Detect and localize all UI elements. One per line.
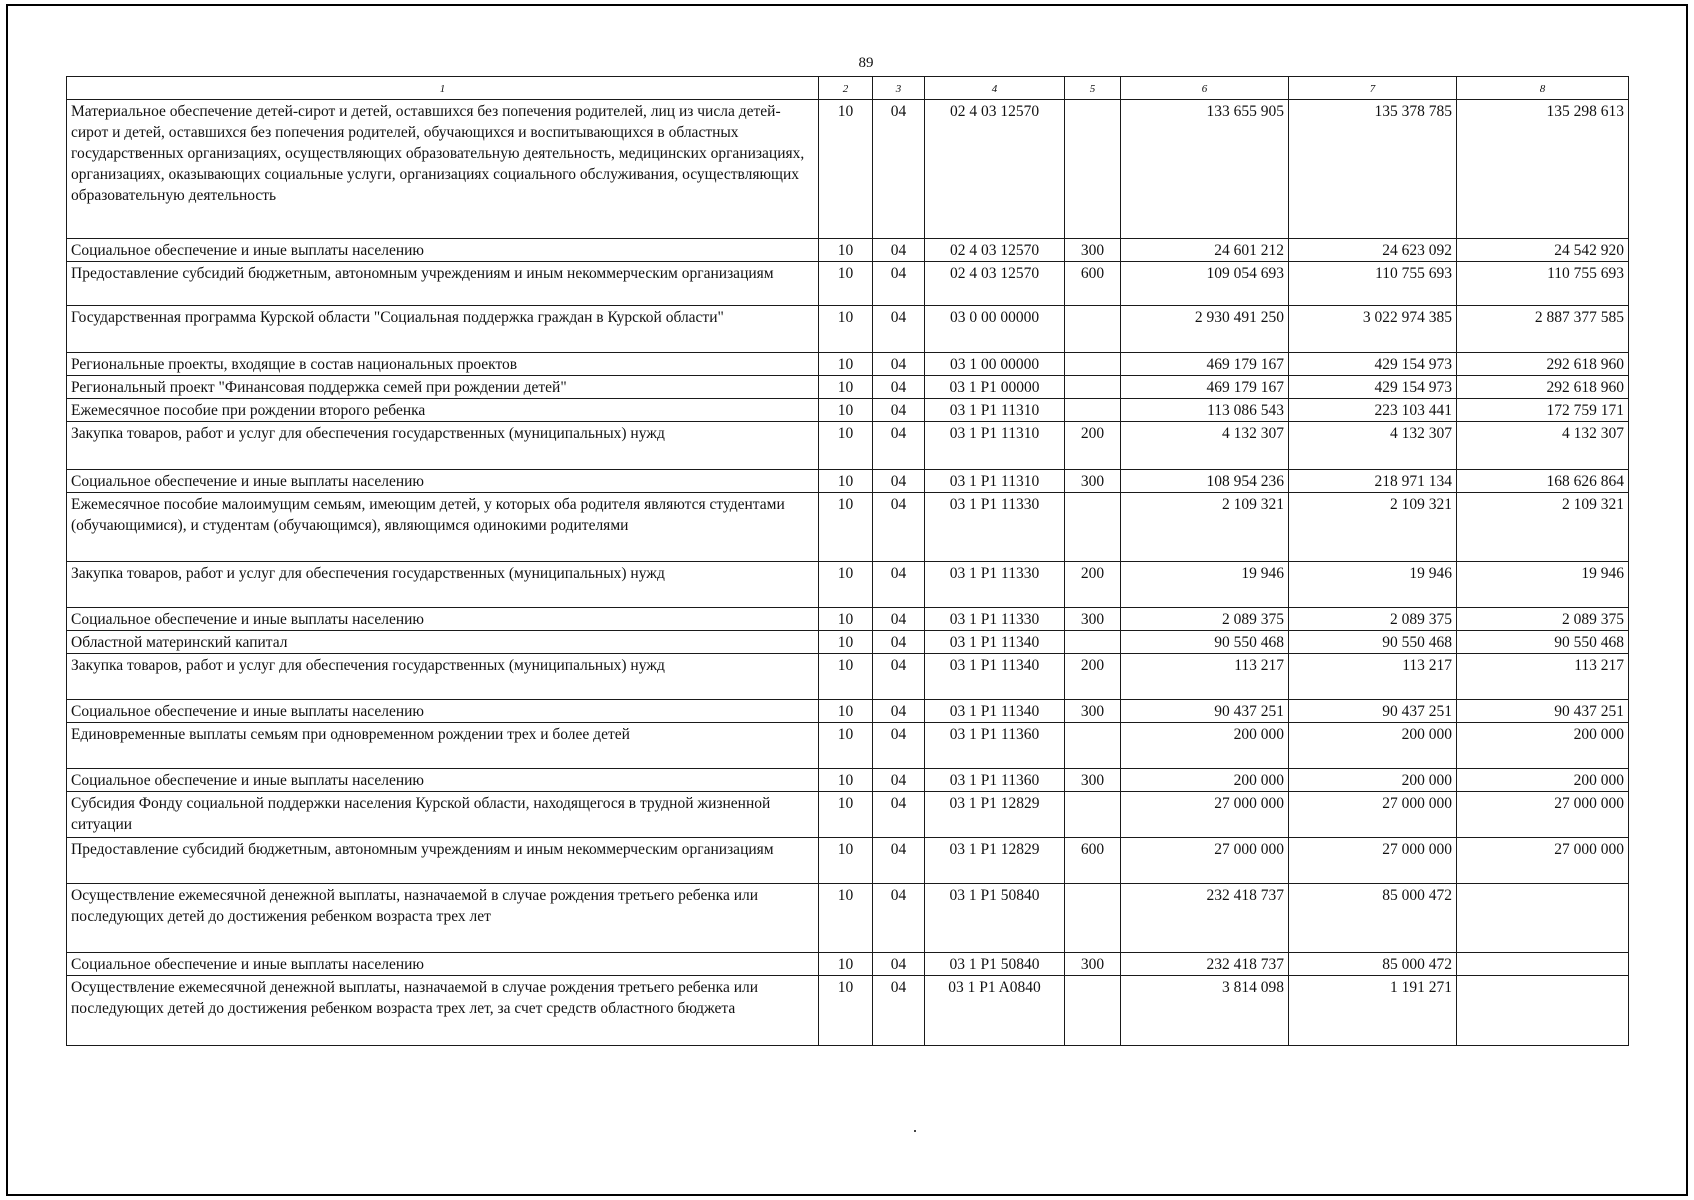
target-article-code: 03 1 P1 00000: [925, 376, 1065, 399]
section-code: 10: [819, 953, 873, 976]
amount-col-8: 27 000 000: [1457, 792, 1629, 838]
expense-type-code: 300: [1065, 470, 1121, 493]
section-code: 10: [819, 470, 873, 493]
table-row: [67, 422, 1629, 470]
amount-col-6: 109 054 693: [1121, 262, 1289, 306]
amount-col-7: 27 000 000: [1289, 838, 1457, 884]
amount-col-7: 90 550 468: [1289, 631, 1457, 654]
subsection-code: 04: [873, 376, 925, 399]
subsection-code: 04: [873, 792, 925, 838]
column-header-6: 6: [1121, 77, 1289, 100]
table-row: [67, 239, 1629, 262]
section-code: 10: [819, 723, 873, 769]
amount-col-7: 24 623 092: [1289, 239, 1457, 262]
column-header-8: 8: [1457, 77, 1629, 100]
expense-type-code: [1065, 376, 1121, 399]
target-article-code: 02 4 03 12570: [925, 262, 1065, 306]
subsection-code: 04: [873, 608, 925, 631]
amount-col-8: 2 109 321: [1457, 493, 1629, 562]
amount-col-6: 113 217: [1121, 654, 1289, 700]
row-name: Государственная программа Курской области "Социальная поддержка граждан в Курской области": [67, 306, 819, 353]
amount-col-7: 200 000: [1289, 723, 1457, 769]
target-article-code: 03 1 P1 12829: [925, 792, 1065, 838]
table-row: [67, 884, 1629, 953]
expense-type-code: [1065, 976, 1121, 1046]
table-row: [67, 769, 1629, 792]
amount-col-8: 2 887 377 585: [1457, 306, 1629, 353]
table-row: [67, 399, 1629, 422]
column-header-3: 3: [873, 77, 925, 100]
expense-type-code: [1065, 631, 1121, 654]
section-code: 10: [819, 376, 873, 399]
amount-col-6: 108 954 236: [1121, 470, 1289, 493]
amount-col-7: 4 132 307: [1289, 422, 1457, 470]
table-row: [67, 100, 1629, 239]
expense-type-code: 300: [1065, 769, 1121, 792]
subsection-code: 04: [873, 100, 925, 239]
subsection-code: 04: [873, 306, 925, 353]
expense-type-code: 200: [1065, 562, 1121, 608]
amount-col-6: 2 930 491 250: [1121, 306, 1289, 353]
subsection-code: 04: [873, 470, 925, 493]
target-article-code: 03 1 P1 11330: [925, 608, 1065, 631]
table-row: [67, 608, 1629, 631]
amount-col-7: 110 755 693: [1289, 262, 1457, 306]
subsection-code: 04: [873, 631, 925, 654]
amount-col-8: [1457, 953, 1629, 976]
row-name: Предоставление субсидий бюджетным, автономным учреждениям и иным некоммерческим организациям: [67, 262, 819, 306]
subsection-code: 04: [873, 562, 925, 608]
page-number: 89: [858, 55, 874, 71]
amount-col-8: 110 755 693: [1457, 262, 1629, 306]
amount-col-8: 292 618 960: [1457, 376, 1629, 399]
expense-type-code: 300: [1065, 953, 1121, 976]
subsection-code: 04: [873, 422, 925, 470]
amount-col-7: 200 000: [1289, 769, 1457, 792]
amount-col-8: 4 132 307: [1457, 422, 1629, 470]
subsection-code: 04: [873, 353, 925, 376]
row-name: Закупка товаров, работ и услуг для обеспечения государственных (муниципальных) нужд: [67, 422, 819, 470]
row-name: Социальное обеспечение и иные выплаты населению: [67, 239, 819, 262]
row-name: Закупка товаров, работ и услуг для обеспечения государственных (муниципальных) нужд: [67, 562, 819, 608]
table-row: [67, 654, 1629, 700]
target-article-code: 03 1 P1 11330: [925, 493, 1065, 562]
table-row: [67, 353, 1629, 376]
amount-col-6: 90 437 251: [1121, 700, 1289, 723]
expense-type-code: [1065, 306, 1121, 353]
amount-col-6: 2 089 375: [1121, 608, 1289, 631]
row-name: Закупка товаров, работ и услуг для обеспечения государственных (муниципальных) нужд: [67, 654, 819, 700]
amount-col-7: 1 191 271: [1289, 976, 1457, 1046]
section-code: 10: [819, 262, 873, 306]
table-row: [67, 306, 1629, 353]
table-row: [67, 562, 1629, 608]
target-article-code: 03 1 P1 11310: [925, 422, 1065, 470]
target-article-code: 02 4 03 12570: [925, 239, 1065, 262]
row-name: Ежемесячное пособие при рождении второго ребенка: [67, 399, 819, 422]
amount-col-8: 292 618 960: [1457, 353, 1629, 376]
expense-type-code: 300: [1065, 608, 1121, 631]
amount-col-7: 19 946: [1289, 562, 1457, 608]
amount-col-7: 113 217: [1289, 654, 1457, 700]
column-header-7: 7: [1289, 77, 1457, 100]
amount-col-7: 27 000 000: [1289, 792, 1457, 838]
amount-col-7: 85 000 472: [1289, 884, 1457, 953]
target-article-code: 03 1 P1 11340: [925, 631, 1065, 654]
amount-col-8: 2 089 375: [1457, 608, 1629, 631]
amount-col-6: 27 000 000: [1121, 838, 1289, 884]
expense-type-code: [1065, 884, 1121, 953]
amount-col-6: 24 601 212: [1121, 239, 1289, 262]
section-code: 10: [819, 838, 873, 884]
subsection-code: 04: [873, 493, 925, 562]
subsection-code: 04: [873, 654, 925, 700]
row-name: Региональный проект "Финансовая поддержка семей при рождении детей": [67, 376, 819, 399]
section-code: 10: [819, 884, 873, 953]
section-code: 10: [819, 493, 873, 562]
expense-type-code: [1065, 792, 1121, 838]
amount-col-7: 2 089 375: [1289, 608, 1457, 631]
amount-col-8: 90 550 468: [1457, 631, 1629, 654]
table-row: [67, 723, 1629, 769]
amount-col-8: 113 217: [1457, 654, 1629, 700]
row-name: Региональные проекты, входящие в состав национальных проектов: [67, 353, 819, 376]
expense-type-code: [1065, 353, 1121, 376]
amount-col-8: 27 000 000: [1457, 838, 1629, 884]
amount-col-8: 90 437 251: [1457, 700, 1629, 723]
row-name: Социальное обеспечение и иные выплаты населению: [67, 470, 819, 493]
amount-col-6: 200 000: [1121, 769, 1289, 792]
target-article-code: 03 1 P1 11310: [925, 399, 1065, 422]
amount-col-8: 168 626 864: [1457, 470, 1629, 493]
amount-col-6: 232 418 737: [1121, 953, 1289, 976]
amount-col-8: 200 000: [1457, 769, 1629, 792]
table-row: [67, 700, 1629, 723]
target-article-code: 03 1 P1 11360: [925, 769, 1065, 792]
budget-table: [66, 76, 1629, 1046]
amount-col-6: 200 000: [1121, 723, 1289, 769]
column-header-2: 2: [819, 77, 873, 100]
row-name: Социальное обеспечение и иные выплаты населению: [67, 700, 819, 723]
subsection-code: 04: [873, 838, 925, 884]
amount-col-8: 24 542 920: [1457, 239, 1629, 262]
table-body: [67, 100, 1629, 1046]
target-article-code: 03 1 P1 11360: [925, 723, 1065, 769]
target-article-code: 02 4 03 12570: [925, 100, 1065, 239]
subsection-code: 04: [873, 399, 925, 422]
column-header-4: 4: [925, 77, 1065, 100]
amount-col-6: 90 550 468: [1121, 631, 1289, 654]
amount-col-7: 90 437 251: [1289, 700, 1457, 723]
row-name: Осуществление ежемесячной денежной выплаты, назначаемой в случае рождения третьего ребенка или последующих детей до достижения ребенком возраста трех лет: [67, 884, 819, 953]
amount-col-6: 469 179 167: [1121, 353, 1289, 376]
table-row: [67, 953, 1629, 976]
amount-col-7: 85 000 472: [1289, 953, 1457, 976]
subsection-code: 04: [873, 723, 925, 769]
expense-type-code: 600: [1065, 838, 1121, 884]
section-code: 10: [819, 422, 873, 470]
subsection-code: 04: [873, 769, 925, 792]
row-name: Материальное обеспечение детей-сирот и детей, оставшихся без попечения родителей, лиц из числа детей-сирот и детей, оставшихся без попечения родителей, обучающихся и воспитывающихся в областных государственных организациях, осуществляющих образовательную деятельность, медицинских организациях, организациях, оказывающих социальные услуги, организациях социального обслуживания, осуществляющих образовательную деятельность: [67, 100, 819, 239]
amount-col-7: 3 022 974 385: [1289, 306, 1457, 353]
expense-type-code: 300: [1065, 239, 1121, 262]
target-article-code: 03 1 P1 50840: [925, 884, 1065, 953]
amount-col-7: 429 154 973: [1289, 376, 1457, 399]
target-article-code: 03 1 00 00000: [925, 353, 1065, 376]
amount-col-6: 469 179 167: [1121, 376, 1289, 399]
target-article-code: 03 1 P1 50840: [925, 953, 1065, 976]
expense-type-code: [1065, 100, 1121, 239]
table-row: [67, 493, 1629, 562]
amount-col-8: 135 298 613: [1457, 100, 1629, 239]
amount-col-6: 232 418 737: [1121, 884, 1289, 953]
subsection-code: 04: [873, 239, 925, 262]
amount-col-8: 200 000: [1457, 723, 1629, 769]
subsection-code: 04: [873, 976, 925, 1046]
section-code: 10: [819, 353, 873, 376]
section-code: 10: [819, 562, 873, 608]
table-row: [67, 838, 1629, 884]
amount-col-7: 2 109 321: [1289, 493, 1457, 562]
target-article-code: 03 1 P1 11340: [925, 654, 1065, 700]
target-article-code: 03 1 P1 11340: [925, 700, 1065, 723]
amount-col-8: [1457, 884, 1629, 953]
amount-col-7: 218 971 134: [1289, 470, 1457, 493]
table-row: [67, 376, 1629, 399]
column-header-5: 5: [1065, 77, 1121, 100]
row-name: Социальное обеспечение и иные выплаты населению: [67, 953, 819, 976]
section-code: 10: [819, 654, 873, 700]
amount-col-7: 135 378 785: [1289, 100, 1457, 239]
table-row: [67, 631, 1629, 654]
row-name: Осуществление ежемесячной денежной выплаты, назначаемой в случае рождения третьего ребенка или последующих детей до достижения ребенком возраста трех лет, за счет средств областного бюджета: [67, 976, 819, 1046]
target-article-code: 03 0 00 00000: [925, 306, 1065, 353]
section-code: 10: [819, 792, 873, 838]
subsection-code: 04: [873, 700, 925, 723]
column-header-1: 1: [67, 77, 819, 100]
target-article-code: 03 1 P1 12829: [925, 838, 1065, 884]
expense-type-code: 200: [1065, 654, 1121, 700]
section-code: 10: [819, 100, 873, 239]
amount-col-8: 172 759 171: [1457, 399, 1629, 422]
expense-type-code: [1065, 493, 1121, 562]
row-name: Субсидия Фонду социальной поддержки населения Курской области, находящегося в трудной жизненной ситуации: [67, 792, 819, 838]
section-code: 10: [819, 631, 873, 654]
target-article-code: 03 1 P1 A0840: [925, 976, 1065, 1046]
amount-col-6: 4 132 307: [1121, 422, 1289, 470]
section-code: 10: [819, 399, 873, 422]
row-name: Предоставление субсидий бюджетным, автономным учреждениям и иным некоммерческим организациям: [67, 838, 819, 884]
section-code: 10: [819, 306, 873, 353]
header-row: [67, 77, 1629, 100]
subsection-code: 04: [873, 953, 925, 976]
section-code: 10: [819, 608, 873, 631]
amount-col-7: 429 154 973: [1289, 353, 1457, 376]
row-name: Социальное обеспечение и иные выплаты населению: [67, 769, 819, 792]
row-name: Областной материнский капитал: [67, 631, 819, 654]
table-row: [67, 470, 1629, 493]
amount-col-8: [1457, 976, 1629, 1046]
expense-type-code: 300: [1065, 700, 1121, 723]
section-code: 10: [819, 769, 873, 792]
amount-col-6: 3 814 098: [1121, 976, 1289, 1046]
subsection-code: 04: [873, 262, 925, 306]
target-article-code: 03 1 P1 11330: [925, 562, 1065, 608]
expense-type-code: [1065, 399, 1121, 422]
expense-type-code: 200: [1065, 422, 1121, 470]
amount-col-6: 2 109 321: [1121, 493, 1289, 562]
row-name: Социальное обеспечение и иные выплаты населению: [67, 608, 819, 631]
amount-col-6: 19 946: [1121, 562, 1289, 608]
section-code: 10: [819, 239, 873, 262]
table-row: [67, 792, 1629, 838]
subsection-code: 04: [873, 884, 925, 953]
expense-type-code: 600: [1065, 262, 1121, 306]
amount-col-7: 223 103 441: [1289, 399, 1457, 422]
row-name: Ежемесячное пособие малоимущим семьям, имеющим детей, у которых оба родителя являются студентами (обучающимися), и студентам (обучающимся), являющимся одинокими родителями: [67, 493, 819, 562]
amount-col-6: 113 086 543: [1121, 399, 1289, 422]
table-row: [67, 976, 1629, 1046]
table-row: [67, 262, 1629, 306]
row-name: Единовременные выплаты семьям при одновременном рождении трех и более детей: [67, 723, 819, 769]
amount-col-8: 19 946: [1457, 562, 1629, 608]
section-code: 10: [819, 976, 873, 1046]
amount-col-6: 133 655 905: [1121, 100, 1289, 239]
section-code: 10: [819, 700, 873, 723]
scan-speck: [914, 1130, 916, 1132]
target-article-code: 03 1 P1 11310: [925, 470, 1065, 493]
amount-col-6: 27 000 000: [1121, 792, 1289, 838]
expense-type-code: [1065, 723, 1121, 769]
